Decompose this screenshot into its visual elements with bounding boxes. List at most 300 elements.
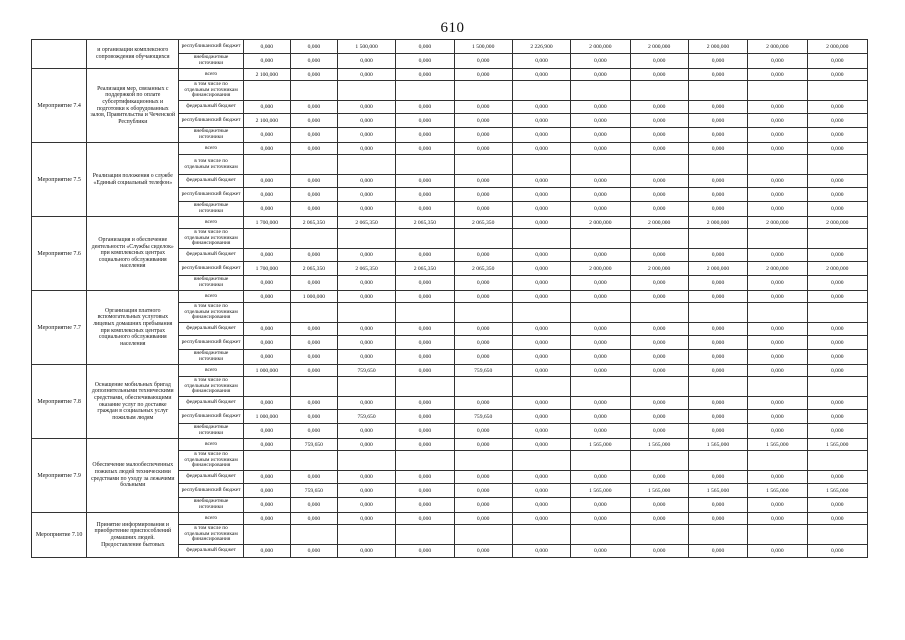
amount-cell: 0,000 [512, 323, 570, 336]
amount-cell: 0,000 [630, 188, 688, 202]
amount-cell [571, 303, 630, 323]
amount-cell: 0,000 [454, 498, 512, 513]
amount-cell: 0,000 [243, 143, 290, 155]
amount-cell: 0,000 [454, 291, 512, 303]
amount-cell: 0,000 [512, 291, 570, 303]
amount-cell: 0,000 [337, 128, 395, 143]
amount-cell: 0,000 [688, 202, 747, 217]
amount-cell [290, 377, 337, 397]
amount-cell: 0,000 [337, 143, 395, 155]
amount-cell: 0,000 [630, 365, 688, 377]
amount-cell: 0,000 [290, 249, 337, 262]
amount-cell [243, 377, 290, 397]
amount-cell: 0,000 [337, 471, 395, 484]
amount-cell: 0,000 [630, 69, 688, 81]
amount-cell: 0,000 [571, 498, 630, 513]
amount-cell: 0,000 [512, 513, 570, 525]
funding-source: республиканский бюджет [179, 40, 243, 54]
amount-cell: 0,000 [396, 69, 454, 81]
amount-cell [243, 303, 290, 323]
amount-cell: 0,000 [290, 276, 337, 291]
funding-source: республиканский бюджет [179, 114, 243, 128]
amount-cell: 0,000 [337, 249, 395, 262]
amount-cell: 0,000 [243, 350, 290, 365]
amount-cell [688, 451, 747, 471]
amount-cell: 0,000 [454, 114, 512, 128]
amount-cell: 0,000 [807, 276, 868, 291]
amount-cell [396, 81, 454, 101]
amount-cell: 0,000 [630, 397, 688, 410]
funding-source: в том числе по отдельным источникам финансирования [179, 525, 243, 545]
funding-source: внебюджетные источники [179, 350, 243, 365]
amount-cell: 2 000,000 [807, 217, 868, 229]
amount-cell: 0,000 [807, 128, 868, 143]
amount-cell [688, 303, 747, 323]
amount-cell: 0,000 [243, 54, 290, 69]
amount-cell: 0,000 [396, 276, 454, 291]
amount-cell [243, 525, 290, 545]
amount-cell [290, 451, 337, 471]
amount-cell: 2 000,000 [571, 217, 630, 229]
amount-cell: 0,000 [630, 545, 688, 558]
funding-source: федеральный бюджет [179, 175, 243, 188]
amount-cell: 0,000 [512, 410, 570, 424]
amount-cell: 759,650 [290, 439, 337, 451]
amount-cell: 0,000 [748, 69, 807, 81]
funding-source: внебюджетные источники [179, 498, 243, 513]
amount-cell [512, 229, 570, 249]
amount-cell: 0,000 [337, 484, 395, 498]
funding-source: в том числе по отдельным источникам финансирования [179, 81, 243, 101]
amount-cell: 0,000 [688, 69, 747, 81]
amount-cell: 0,000 [337, 336, 395, 350]
amount-cell: 0,000 [290, 101, 337, 114]
amount-cell: 0,000 [337, 276, 395, 291]
measure-name: Обеспечение малообеспеченных пожилых людей техническими средствами по уходу за лежачими больными [87, 439, 179, 513]
amount-cell: 0,000 [807, 397, 868, 410]
amount-cell: 0,000 [337, 397, 395, 410]
amount-cell: 2 000,000 [571, 262, 630, 276]
amount-cell: 0,000 [290, 188, 337, 202]
amount-cell: 0,000 [290, 365, 337, 377]
amount-cell: 0,000 [454, 323, 512, 336]
amount-cell: 0,000 [807, 188, 868, 202]
amount-cell: 0,000 [748, 424, 807, 439]
amount-cell: 0,000 [748, 188, 807, 202]
amount-cell: 0,000 [512, 101, 570, 114]
amount-cell: 0,000 [571, 545, 630, 558]
amount-cell: 1 000,000 [243, 365, 290, 377]
amount-cell: 0,000 [290, 336, 337, 350]
funding-source: в том числе по отдельным источникам финансирования [179, 229, 243, 249]
amount-cell: 0,000 [512, 188, 570, 202]
amount-cell: 0,000 [512, 498, 570, 513]
amount-cell: 759,650 [337, 410, 395, 424]
amount-cell: 0,000 [748, 54, 807, 69]
amount-cell: 0,000 [748, 175, 807, 188]
amount-cell: 2 000,000 [630, 217, 688, 229]
amount-cell: 0,000 [688, 101, 747, 114]
amount-cell: 0,000 [243, 188, 290, 202]
amount-cell: 0,000 [396, 188, 454, 202]
amount-cell: 0,000 [688, 424, 747, 439]
amount-cell: 0,000 [290, 175, 337, 188]
amount-cell: 0,000 [807, 498, 868, 513]
amount-cell: 0,000 [337, 188, 395, 202]
amount-cell: 0,000 [396, 471, 454, 484]
amount-cell: 0,000 [454, 439, 512, 451]
table-row [32, 217, 868, 229]
amount-cell: 0,000 [630, 291, 688, 303]
amount-cell: 0,000 [243, 175, 290, 188]
amount-cell [290, 229, 337, 249]
amount-cell: 0,000 [337, 69, 395, 81]
amount-cell [630, 377, 688, 397]
amount-cell: 0,000 [688, 410, 747, 424]
amount-cell [454, 229, 512, 249]
funding-source: всего [179, 217, 243, 229]
amount-cell: 0,000 [512, 424, 570, 439]
amount-cell: 0,000 [630, 175, 688, 188]
amount-cell: 2 000,000 [748, 40, 807, 54]
amount-cell: 2 065,350 [290, 262, 337, 276]
amount-cell: 0,000 [512, 202, 570, 217]
amount-cell: 0,000 [337, 350, 395, 365]
amount-cell: 0,000 [396, 143, 454, 155]
amount-cell: 0,000 [807, 101, 868, 114]
funding-source: федеральный бюджет [179, 249, 243, 262]
amount-cell: 0,000 [243, 249, 290, 262]
amount-cell [630, 303, 688, 323]
measure-name: Реализация положения о службе «Единый социальный телефон» [87, 143, 179, 217]
amount-cell: 0,000 [337, 424, 395, 439]
amount-cell: 0,000 [396, 175, 454, 188]
amount-cell: 0,000 [807, 410, 868, 424]
amount-cell: 0,000 [396, 513, 454, 525]
amount-cell: 1 565,000 [630, 484, 688, 498]
amount-cell [748, 377, 807, 397]
funding-source: всего [179, 69, 243, 81]
amount-cell: 0,000 [512, 175, 570, 188]
table-row [32, 143, 868, 155]
amount-cell: 0,000 [243, 128, 290, 143]
amount-cell: 0,000 [243, 513, 290, 525]
amount-cell: 0,000 [512, 336, 570, 350]
amount-cell: 0,000 [290, 424, 337, 439]
funding-source: внебюджетные источники [179, 276, 243, 291]
measure-code: Мероприятие 7.8 [32, 365, 87, 439]
amount-cell: 0,000 [807, 249, 868, 262]
amount-cell: 0,000 [454, 101, 512, 114]
amount-cell: 0,000 [688, 54, 747, 69]
amount-cell: 0,000 [571, 249, 630, 262]
amount-cell: 0,000 [396, 291, 454, 303]
amount-cell [571, 81, 630, 101]
amount-cell: 0,000 [337, 498, 395, 513]
amount-cell: 0,000 [630, 143, 688, 155]
amount-cell: 0,000 [748, 513, 807, 525]
amount-cell: 1 000,000 [243, 410, 290, 424]
amount-cell: 0,000 [243, 276, 290, 291]
amount-cell [688, 377, 747, 397]
measure-name: Организация платного вспомогательных услуговых лицевых домашних пребывания при комплексных центрах социального обслуживания населения [87, 291, 179, 365]
amount-cell: 0,000 [512, 54, 570, 69]
amount-cell [512, 81, 570, 101]
funding-source: федеральный бюджет [179, 101, 243, 114]
amount-cell [290, 525, 337, 545]
amount-cell [571, 377, 630, 397]
amount-cell: 0,000 [290, 54, 337, 69]
amount-cell: 0,000 [512, 350, 570, 365]
table-row [32, 513, 868, 525]
amount-cell [454, 303, 512, 323]
amount-cell: 1 500,000 [337, 40, 395, 54]
measure-name: Принятие информирования и приобретение приспособлений домашних людей. Предоставление бытовых [87, 513, 179, 558]
amount-cell: 0,000 [688, 513, 747, 525]
amount-cell: 0,000 [748, 350, 807, 365]
amount-cell: 0,000 [688, 336, 747, 350]
amount-cell: 0,000 [454, 545, 512, 558]
amount-cell: 0,000 [630, 471, 688, 484]
amount-cell [807, 229, 868, 249]
amount-cell [396, 377, 454, 397]
amount-cell: 0,000 [396, 410, 454, 424]
amount-cell: 0,000 [512, 262, 570, 276]
measure-name: Реализация мер, связанных с поддержкой по оплате субсертификационных и подготовки к оборудованных залов, Правительства и Чеченской Республики [87, 69, 179, 143]
measure-code: Мероприятие 7.4 [32, 69, 87, 143]
amount-cell: 0,000 [243, 439, 290, 451]
amount-cell [396, 303, 454, 323]
amount-cell: 0,000 [748, 276, 807, 291]
amount-cell: 0,000 [630, 249, 688, 262]
amount-cell: 1 700,000 [243, 217, 290, 229]
amount-cell: 2 000,000 [748, 262, 807, 276]
amount-cell: 0,000 [243, 471, 290, 484]
amount-cell: 0,000 [396, 202, 454, 217]
amount-cell: 0,000 [807, 350, 868, 365]
amount-cell: 0,000 [512, 114, 570, 128]
funding-source: федеральный бюджет [179, 323, 243, 336]
amount-cell [396, 525, 454, 545]
amount-cell: 0,000 [748, 101, 807, 114]
amount-cell: 0,000 [748, 323, 807, 336]
amount-cell: 2 065,350 [337, 217, 395, 229]
amount-cell: 1 500,000 [454, 40, 512, 54]
amount-cell: 0,000 [454, 513, 512, 525]
amount-cell: 2 000,000 [807, 40, 868, 54]
amount-cell: 0,000 [243, 545, 290, 558]
amount-cell: 0,000 [807, 114, 868, 128]
amount-cell [290, 81, 337, 101]
amount-cell [688, 229, 747, 249]
amount-cell: 2 100,000 [243, 114, 290, 128]
amount-cell: 0,000 [337, 175, 395, 188]
amount-cell: 0,000 [396, 54, 454, 69]
amount-cell [337, 451, 395, 471]
amount-cell [243, 155, 290, 175]
amount-cell: 0,000 [337, 202, 395, 217]
amount-cell: 2 000,000 [688, 262, 747, 276]
amount-cell [630, 525, 688, 545]
amount-cell: 1 000,000 [290, 291, 337, 303]
amount-cell: 0,000 [630, 276, 688, 291]
amount-cell: 1 565,000 [571, 439, 630, 451]
amount-cell: 0,000 [748, 143, 807, 155]
amount-cell: 0,000 [396, 439, 454, 451]
amount-cell: 0,000 [396, 350, 454, 365]
amount-cell: 0,000 [630, 350, 688, 365]
amount-cell: 0,000 [807, 175, 868, 188]
amount-cell: 0,000 [290, 128, 337, 143]
amount-cell: 0,000 [748, 410, 807, 424]
funding-source: республиканский бюджет [179, 262, 243, 276]
amount-cell: 2 065,350 [454, 217, 512, 229]
amount-cell: 0,000 [571, 291, 630, 303]
amount-cell [630, 81, 688, 101]
amount-cell: 0,000 [630, 202, 688, 217]
amount-cell [688, 81, 747, 101]
amount-cell: 0,000 [807, 336, 868, 350]
amount-cell: 0,000 [454, 397, 512, 410]
amount-cell: 0,000 [290, 202, 337, 217]
amount-cell: 0,000 [454, 276, 512, 291]
amount-cell: 0,000 [512, 471, 570, 484]
funding-source: республиканский бюджет [179, 188, 243, 202]
amount-cell [337, 155, 395, 175]
amount-cell: 0,000 [396, 365, 454, 377]
funding-source: федеральный бюджет [179, 471, 243, 484]
amount-cell: 2 000,000 [630, 262, 688, 276]
amount-cell: 0,000 [571, 323, 630, 336]
funding-source: в том числе по отдельным источникам [179, 155, 243, 175]
amount-cell: 0,000 [748, 545, 807, 558]
funding-source: в том числе по отдельным источникам финансирования [179, 451, 243, 471]
amount-cell [512, 525, 570, 545]
amount-cell: 2 065,350 [337, 262, 395, 276]
amount-cell: 0,000 [396, 323, 454, 336]
amount-cell: 0,000 [243, 101, 290, 114]
amount-cell: 0,000 [630, 101, 688, 114]
amount-cell: 0,000 [688, 143, 747, 155]
table-row [32, 69, 868, 81]
amount-cell: 0,000 [571, 175, 630, 188]
amount-cell: 0,000 [290, 513, 337, 525]
amount-cell: 0,000 [290, 143, 337, 155]
amount-cell [337, 229, 395, 249]
measure-code: Мероприятие 7.10 [32, 513, 87, 558]
amount-cell: 0,000 [688, 175, 747, 188]
amount-cell: 0,000 [688, 249, 747, 262]
amount-cell: 2 000,000 [748, 217, 807, 229]
amount-cell: 0,000 [454, 424, 512, 439]
amount-cell: 0,000 [290, 323, 337, 336]
amount-cell: 0,000 [454, 336, 512, 350]
amount-cell [290, 155, 337, 175]
funding-source: федеральный бюджет [179, 397, 243, 410]
amount-cell: 0,000 [807, 291, 868, 303]
amount-cell: 0,000 [571, 513, 630, 525]
amount-cell: 0,000 [630, 498, 688, 513]
funding-source: республиканский бюджет [179, 336, 243, 350]
amount-cell [454, 377, 512, 397]
amount-cell: 759,650 [337, 365, 395, 377]
amount-cell: 0,000 [337, 54, 395, 69]
amount-cell: 0,000 [512, 143, 570, 155]
amount-cell [807, 155, 868, 175]
measure-code: Мероприятие 7.5 [32, 143, 87, 217]
amount-cell [243, 81, 290, 101]
amount-cell: 0,000 [630, 513, 688, 525]
amount-cell: 0,000 [337, 291, 395, 303]
amount-cell [630, 229, 688, 249]
amount-cell [571, 525, 630, 545]
amount-cell: 0,000 [454, 175, 512, 188]
amount-cell: 2 100,000 [243, 69, 290, 81]
amount-cell: 0,000 [688, 323, 747, 336]
amount-cell: 0,000 [571, 188, 630, 202]
amount-cell: 2 000,000 [571, 40, 630, 54]
amount-cell: 0,000 [454, 188, 512, 202]
amount-cell: 0,000 [571, 336, 630, 350]
measure-code: Мероприятие 7.6 [32, 217, 87, 291]
amount-cell: 1 565,000 [630, 439, 688, 451]
amount-cell [337, 81, 395, 101]
page-number: 610 [440, 20, 465, 36]
amount-cell [807, 81, 868, 101]
measure-name: и организации комплексного сопровождения обучающихся [87, 40, 179, 69]
amount-cell: 0,000 [571, 397, 630, 410]
table-row [32, 439, 868, 451]
funding-source: в том числе по отдельным источникам финансирования [179, 377, 243, 397]
amount-cell: 0,000 [243, 484, 290, 498]
amount-cell: 0,000 [748, 291, 807, 303]
amount-cell: 0,000 [748, 498, 807, 513]
amount-cell: 0,000 [454, 350, 512, 365]
amount-cell [630, 155, 688, 175]
amount-cell: 0,000 [396, 249, 454, 262]
amount-cell: 2 226,900 [512, 40, 570, 54]
amount-cell: 1 565,000 [688, 439, 747, 451]
amount-cell: 0,000 [454, 128, 512, 143]
amount-cell: 0,000 [688, 114, 747, 128]
amount-cell: 1 565,000 [748, 439, 807, 451]
amount-cell [807, 377, 868, 397]
measure-code: Мероприятие 7.7 [32, 291, 87, 365]
amount-cell: 0,000 [290, 397, 337, 410]
amount-cell: 0,000 [337, 513, 395, 525]
amount-cell: 0,000 [337, 101, 395, 114]
amount-cell: 0,000 [630, 410, 688, 424]
amount-cell: 0,000 [454, 471, 512, 484]
amount-cell: 2 065,350 [396, 262, 454, 276]
amount-cell [512, 155, 570, 175]
amount-cell: 0,000 [748, 471, 807, 484]
amount-cell [571, 451, 630, 471]
amount-cell: 0,000 [337, 545, 395, 558]
amount-cell: 0,000 [571, 365, 630, 377]
amount-cell: 0,000 [337, 114, 395, 128]
amount-cell: 0,000 [748, 249, 807, 262]
amount-cell: 0,000 [807, 69, 868, 81]
amount-cell [243, 229, 290, 249]
amount-cell [396, 229, 454, 249]
amount-cell [512, 451, 570, 471]
amount-cell: 0,000 [243, 498, 290, 513]
budget-table [31, 39, 868, 558]
amount-cell: 0,000 [454, 143, 512, 155]
amount-cell: 0,000 [396, 336, 454, 350]
amount-cell: 0,000 [571, 69, 630, 81]
